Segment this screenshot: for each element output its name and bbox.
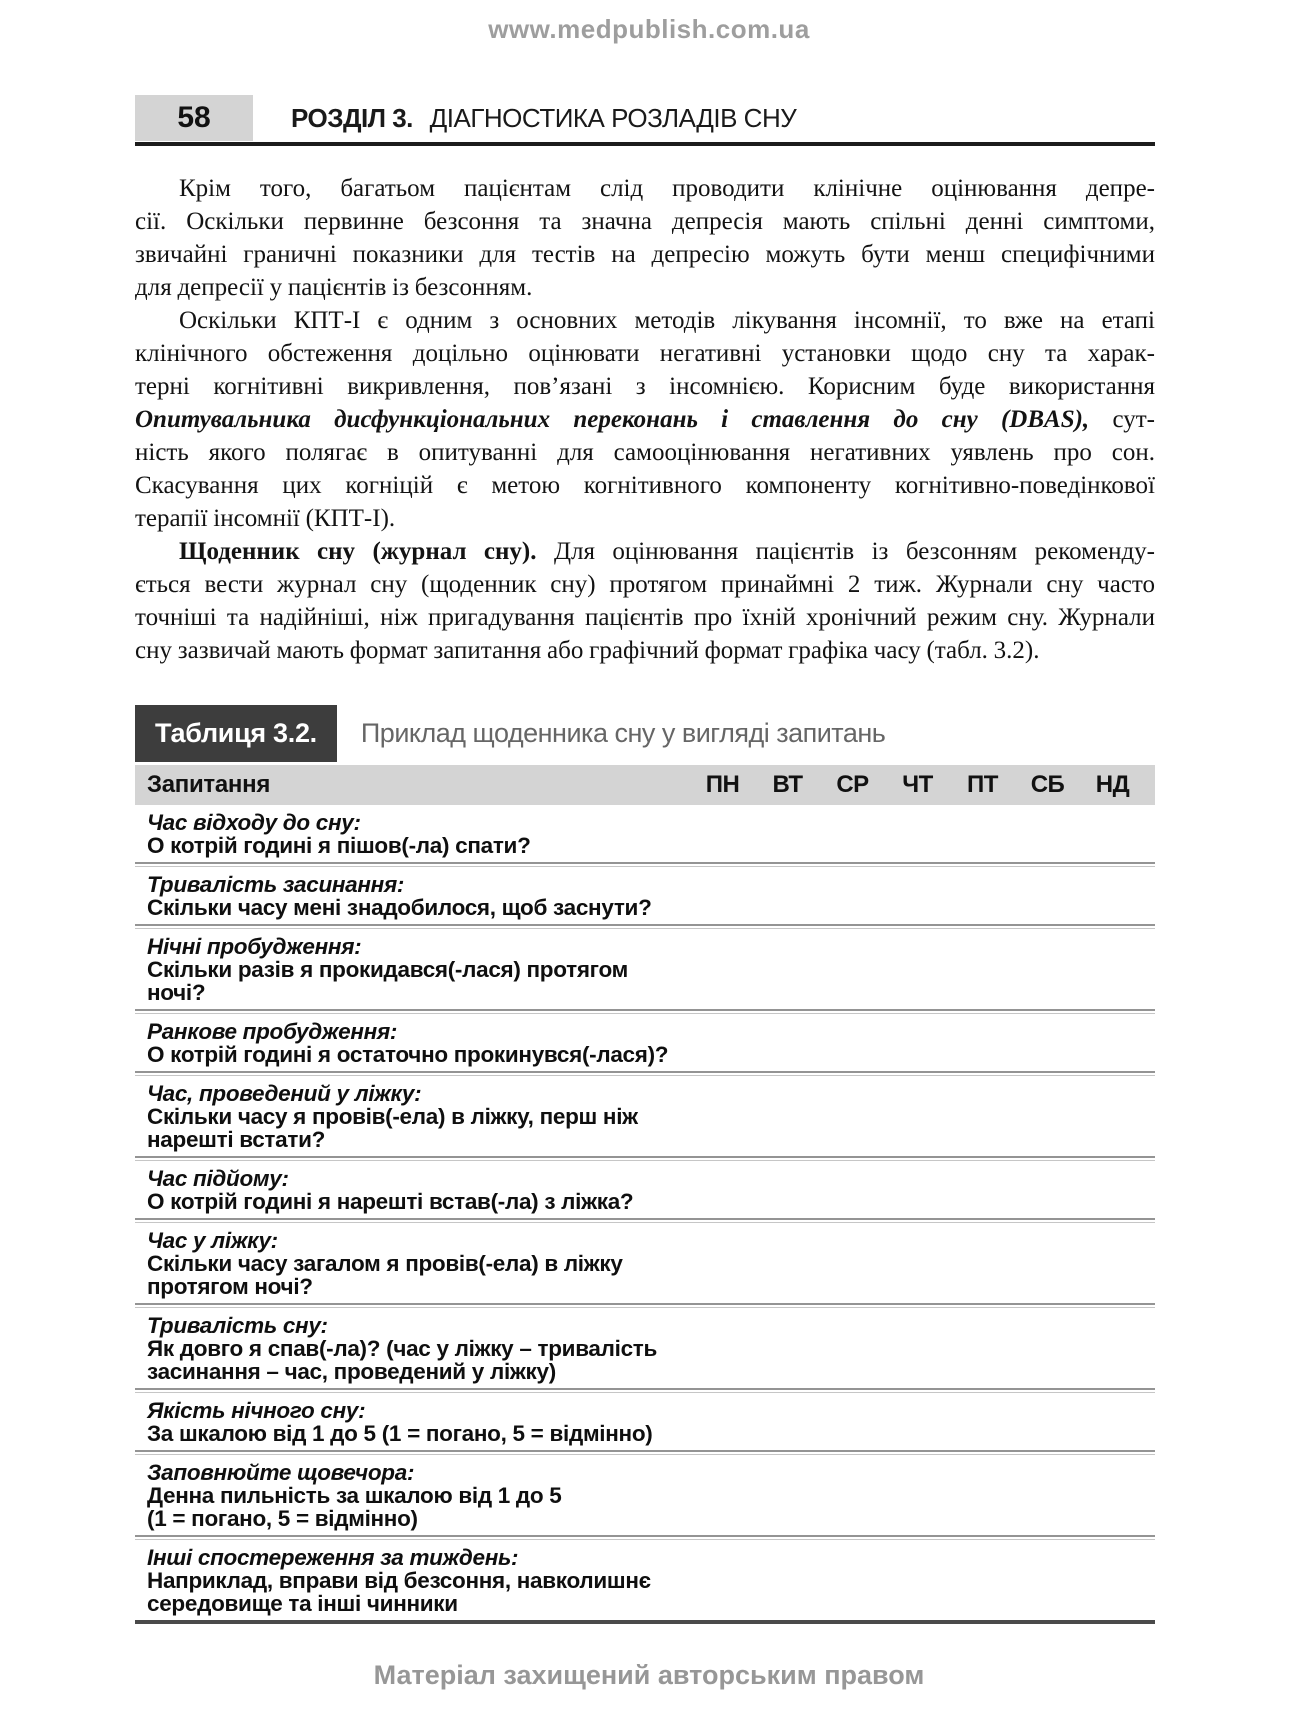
text-segment: звичайні граничні показники для тестів на депресію можуть бути менш специфічними — [135, 241, 1155, 268]
table-day-header: ПТ — [967, 771, 998, 798]
table-row-question-line: О котрій годині я нарешті встав(-ла) з ліжка? — [147, 1189, 634, 1214]
table-row-question-line: Скільки разів я прокидався(-лася) протягом — [147, 957, 628, 982]
table-day-header: СБ — [1030, 771, 1065, 798]
table-day-header: ВТ — [772, 771, 803, 798]
chapter-title: ДІАГНОСТИКА РОЗЛАДІВ СНУ — [429, 102, 797, 133]
text-segment: точніші та надійніші, ніж пригадування пацієнтів про їхній хронічний режим сну. Журнали — [135, 604, 1155, 631]
table-row-label: Заповнюйте щовечора: — [147, 1460, 415, 1485]
copyright-watermark: Матеріал захищений авторським правом — [373, 1660, 925, 1690]
table-caption: Приклад щоденника сну у вигляді запитань — [360, 718, 886, 748]
header-rule — [135, 142, 1155, 146]
body-text-line — [135, 634, 1155, 667]
text-segment: Скасування цих когніцій є метою когнітивного компоненту когнітивно-поведінкової — [135, 472, 1155, 499]
table-row-question-line: засинання – час, проведений у ліжку) — [147, 1359, 556, 1384]
text-segment: Крім того, багатьом пацієнтам слід проводити клінічне оцінювання депре- — [179, 175, 1155, 202]
body-text-line — [135, 370, 1155, 403]
text-segment: Оскільки КПТ-І є одним з основних методів лікування інсомнії, то вже на етапі — [179, 307, 1155, 334]
table-header-row — [135, 765, 1155, 805]
table-day-header: ПН — [705, 771, 740, 798]
table-row-question-line: За шкалою від 1 до 5 (1 = погано, 5 = відмінно) — [147, 1421, 653, 1446]
table-day-headers — [690, 771, 1145, 799]
table-3-2 — [135, 705, 1155, 1624]
table-row-label: Тривалість засинання: — [147, 872, 405, 897]
table-number-label: Таблиця 3.2. — [135, 705, 337, 762]
text-segment: терні когнітивні викривлення, пов’язані з інсомнією. Корисним буде використання — [135, 373, 1155, 400]
text-segment: Для оцінювання пацієнтів із безсонням рекоменду- — [536, 538, 1155, 565]
table-row-question-line: середовище та інші чинники — [147, 1591, 458, 1616]
table-row-label: Нічні пробудження: — [147, 934, 362, 959]
text-segment: сну зазвичай мають формат запитання або графічний формат графіка часу (табл. 3.2). — [135, 637, 1040, 664]
table-row — [135, 1540, 1155, 1620]
table-rows — [135, 805, 1155, 1620]
table-row-question-line: ночі? — [147, 980, 206, 1005]
table-row-label: Час відходу до сну: — [147, 810, 361, 835]
table-row-label: Ранкове пробудження: — [147, 1019, 398, 1044]
page-header-row — [135, 95, 1155, 141]
table-title-row — [135, 705, 1155, 762]
body-text-line — [135, 271, 1155, 304]
table-row — [135, 1161, 1155, 1218]
table-row-question-line: нарешті встати? — [147, 1127, 326, 1152]
body-text-line — [135, 238, 1155, 271]
table-bottom-rule — [135, 1620, 1155, 1624]
table-row-question-line: О котрій годині я пішов(-ла) спати? — [147, 833, 531, 858]
table-row — [135, 929, 1155, 1009]
table-row-label: Час у ліжку: — [147, 1228, 278, 1253]
text-segment: ється вести журнал сну (щоденник сну) протягом принаймні 2 тиж. Журнали сну часто — [135, 571, 1155, 598]
paragraph — [135, 535, 1155, 667]
table-row — [135, 1223, 1155, 1303]
chapter-heading — [291, 103, 796, 134]
paragraph — [135, 172, 1155, 304]
table-row-question-line: (1 = погано, 5 = відмінно) — [147, 1506, 418, 1531]
table-row-label: Час підйому: — [147, 1166, 289, 1191]
paragraph — [135, 304, 1155, 535]
body-text-line — [135, 469, 1155, 502]
table-row-label: Інші спостереження за тиждень: — [147, 1545, 519, 1570]
body-text-line — [135, 172, 1155, 205]
table-header-question: Запитання — [147, 771, 271, 798]
chapter-label: РОЗДІЛ 3. — [291, 102, 413, 133]
page-number: 58 — [135, 95, 253, 141]
body-paragraphs — [135, 172, 1155, 667]
table-row — [135, 1455, 1155, 1535]
page-header — [135, 95, 1155, 146]
table-row-question-line: Скільки часу мені знадобилося, щоб заснути? — [147, 895, 652, 920]
table-row-question-line: О котрій годині я остаточно прокинувся(-лася)? — [147, 1042, 669, 1067]
table-row-question-line: Скільки часу я провів(-ела) в ліжку, перш ніж — [147, 1104, 638, 1129]
table-row — [135, 1308, 1155, 1388]
table-day-header: СР — [836, 771, 869, 798]
text-segment: Щоденник сну (журнал сну). — [179, 538, 537, 565]
body-text-line — [135, 535, 1155, 568]
table-row-question-line: протягом ночі? — [147, 1274, 313, 1299]
page-content — [135, 95, 1155, 1624]
body-text-line — [135, 205, 1155, 238]
table-day-header: НД — [1095, 771, 1130, 798]
table-row — [135, 867, 1155, 924]
text-segment: сут- — [1089, 406, 1155, 433]
table-row — [135, 1014, 1155, 1071]
body-text-line — [135, 568, 1155, 601]
table-row — [135, 805, 1155, 862]
table-row-question-line: Як довго я спав(-ла)? (час у ліжку – тривалість — [147, 1336, 658, 1361]
publisher-url-watermark: www.medpublish.com.ua — [488, 14, 810, 44]
body-text-line — [135, 337, 1155, 370]
body-text-line — [135, 436, 1155, 469]
table-day-header: ЧТ — [902, 771, 933, 798]
body-text-line — [135, 304, 1155, 337]
table-row-question-line: Наприклад, вправи від безсоння, навколишнє — [147, 1568, 651, 1593]
text-segment: Опитувальника дисфункціональних переконань і ставлення до сну (DBAS), — [135, 406, 1090, 433]
body-text-line — [135, 502, 1155, 535]
body-text-line — [135, 601, 1155, 634]
body-text-line — [135, 403, 1155, 436]
text-segment: для депресії у пацієнтів із безсонням. — [135, 274, 533, 301]
text-segment: сії. Оскільки первинне безсоння та значна депресія мають спільні денні симптоми, — [135, 208, 1155, 235]
text-segment: клінічного обстеження доцільно оцінювати негативні установки щодо сну та харак- — [135, 340, 1155, 367]
table-row-label: Якість нічного сну: — [147, 1398, 366, 1423]
table-row — [135, 1393, 1155, 1450]
text-segment: ність якого полягає в опитуванні для самооцінювання негативних уявлень про сон. — [135, 439, 1155, 466]
table-row — [135, 1076, 1155, 1156]
text-segment: терапії інсомнії (КПТ-І). — [135, 505, 396, 532]
table-row-question-line: Денна пильність за шкалою від 1 до 5 — [147, 1483, 562, 1508]
table-row-label: Тривалість сну: — [147, 1313, 328, 1338]
table-row-label: Час, проведений у ліжку: — [147, 1081, 422, 1106]
table-row-question-line: Скільки часу загалом я провів(-ела) в ліжку — [147, 1251, 623, 1276]
